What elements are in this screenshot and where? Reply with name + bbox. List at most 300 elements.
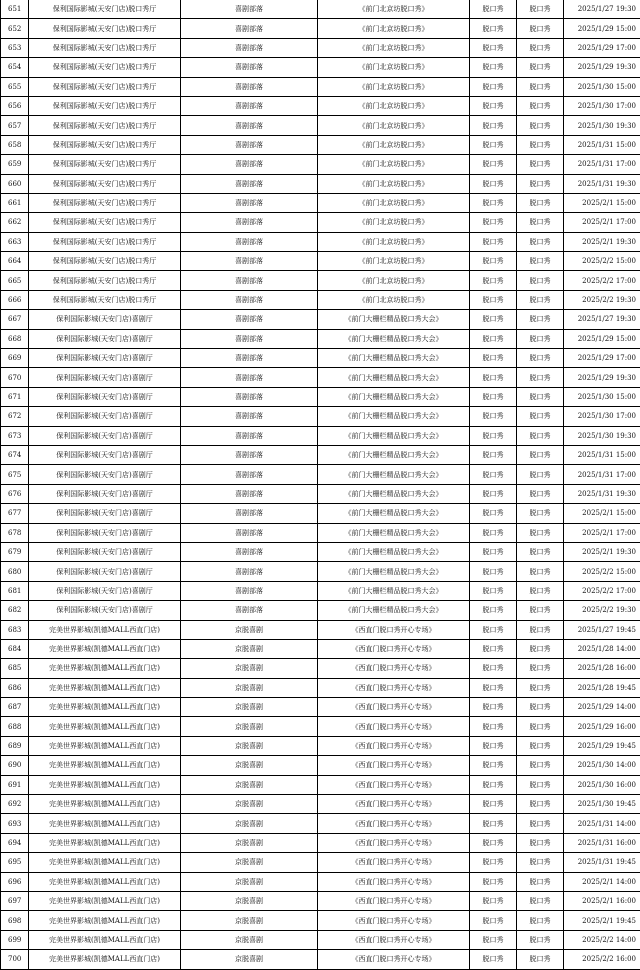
showtime-cell: 2025/2/2 15:00	[564, 562, 640, 581]
row-number: 652	[1, 19, 29, 38]
organizer-cell: 京脱喜剧	[181, 736, 318, 755]
row-number: 691	[1, 775, 29, 794]
show-title-cell: 《前门北京坊脱口秀》	[318, 271, 470, 290]
venue-cell: 保利国际影城(天安门店)脱口秀厅	[29, 135, 181, 154]
subcategory-cell: 脱口秀	[517, 950, 564, 969]
organizer-cell: 喜剧部落	[181, 349, 318, 368]
subcategory-cell: 脱口秀	[517, 542, 564, 561]
row-number: 690	[1, 756, 29, 775]
table-row	[1, 445, 640, 464]
organizer-cell: 京脱喜剧	[181, 775, 318, 794]
table-row	[1, 19, 640, 38]
table-row	[1, 950, 640, 969]
venue-cell: 完美世界影城(凯德MALL西直门店)	[29, 833, 181, 852]
showtime-cell: 2025/2/1 19:30	[564, 542, 640, 561]
show-title-cell: 《西直门脱口秀开心专场》	[318, 717, 470, 736]
showtime-cell: 2025/1/29 17:00	[564, 38, 640, 57]
show-title-cell: 《西直门脱口秀开心专场》	[318, 736, 470, 755]
row-number: 700	[1, 950, 29, 969]
showtime-cell: 2025/1/31 17:00	[564, 465, 640, 484]
organizer-cell: 喜剧部落	[181, 77, 318, 96]
table-row	[1, 542, 640, 561]
category-cell: 脱口秀	[470, 814, 517, 833]
show-title-cell: 《前门大栅栏精品脱口秀大会》	[318, 484, 470, 503]
organizer-cell: 喜剧部落	[181, 310, 318, 329]
subcategory-cell: 脱口秀	[517, 116, 564, 135]
venue-cell: 完美世界影城(凯德MALL西直门店)	[29, 736, 181, 755]
venue-cell: 保利国际影城(天安门店)喜剧厅	[29, 484, 181, 503]
show-title-cell: 《西直门脱口秀开心专场》	[318, 950, 470, 969]
row-number: 697	[1, 891, 29, 910]
showtime-cell: 2025/1/31 19:30	[564, 484, 640, 503]
showtime-cell: 2025/1/30 19:30	[564, 116, 640, 135]
showtime-cell: 2025/1/30 17:00	[564, 96, 640, 115]
showtime-cell: 2025/2/2 19:30	[564, 290, 640, 309]
row-number: 664	[1, 252, 29, 271]
venue-cell: 保利国际影城(天安门店)脱口秀厅	[29, 38, 181, 57]
showtime-cell: 2025/1/27 19:30	[564, 0, 640, 19]
show-title-cell: 《前门北京坊脱口秀》	[318, 290, 470, 309]
row-number: 678	[1, 523, 29, 542]
table-row	[1, 930, 640, 949]
organizer-cell: 喜剧部落	[181, 387, 318, 406]
subcategory-cell: 脱口秀	[517, 853, 564, 872]
table-row	[1, 232, 640, 251]
row-number: 668	[1, 329, 29, 348]
organizer-cell: 京脱喜剧	[181, 620, 318, 639]
showtime-cell: 2025/1/31 19:45	[564, 853, 640, 872]
subcategory-cell: 脱口秀	[517, 620, 564, 639]
subcategory-cell: 脱口秀	[517, 775, 564, 794]
table-row	[1, 174, 640, 193]
table-row	[1, 775, 640, 794]
table-row	[1, 717, 640, 736]
show-title-cell: 《西直门脱口秀开心专场》	[318, 620, 470, 639]
row-number: 670	[1, 368, 29, 387]
showtime-cell: 2025/2/2 14:00	[564, 930, 640, 949]
row-number: 654	[1, 58, 29, 77]
row-number: 688	[1, 717, 29, 736]
subcategory-cell: 脱口秀	[517, 349, 564, 368]
row-number: 692	[1, 795, 29, 814]
row-number: 666	[1, 290, 29, 309]
subcategory-cell: 脱口秀	[517, 833, 564, 852]
organizer-cell: 京脱喜剧	[181, 756, 318, 775]
table-row	[1, 252, 640, 271]
row-number: 698	[1, 911, 29, 930]
organizer-cell: 京脱喜剧	[181, 911, 318, 930]
subcategory-cell: 脱口秀	[517, 0, 564, 19]
showtime-cell: 2025/2/1 14:00	[564, 872, 640, 891]
table-row	[1, 116, 640, 135]
category-cell: 脱口秀	[470, 736, 517, 755]
category-cell: 脱口秀	[470, 504, 517, 523]
venue-cell: 完美世界影城(凯德MALL西直门店)	[29, 698, 181, 717]
subcategory-cell: 脱口秀	[517, 659, 564, 678]
subcategory-cell: 脱口秀	[517, 678, 564, 697]
venue-cell: 保利国际影城(天安门店)脱口秀厅	[29, 77, 181, 96]
category-cell: 脱口秀	[470, 523, 517, 542]
showtime-cell: 2025/2/1 17:00	[564, 523, 640, 542]
venue-cell: 保利国际影城(天安门店)脱口秀厅	[29, 271, 181, 290]
venue-cell: 完美世界影城(凯德MALL西直门店)	[29, 659, 181, 678]
showtime-cell: 2025/2/1 15:00	[564, 504, 640, 523]
organizer-cell: 喜剧部落	[181, 58, 318, 77]
show-title-cell: 《前门北京坊脱口秀》	[318, 213, 470, 232]
showtime-cell: 2025/1/30 19:45	[564, 795, 640, 814]
show-title-cell: 《西直门脱口秀开心专场》	[318, 911, 470, 930]
row-number: 653	[1, 38, 29, 57]
venue-cell: 保利国际影城(天安门店)脱口秀厅	[29, 116, 181, 135]
show-title-cell: 《西直门脱口秀开心专场》	[318, 833, 470, 852]
venue-cell: 保利国际影城(天安门店)喜剧厅	[29, 426, 181, 445]
category-cell: 脱口秀	[470, 77, 517, 96]
category-cell: 脱口秀	[470, 193, 517, 212]
row-number: 699	[1, 930, 29, 949]
organizer-cell: 京脱喜剧	[181, 717, 318, 736]
show-title-cell: 《前门大栅栏精品脱口秀大会》	[318, 581, 470, 600]
category-cell: 脱口秀	[470, 174, 517, 193]
venue-cell: 保利国际影城(天安门店)脱口秀厅	[29, 252, 181, 271]
venue-cell: 保利国际影城(天安门店)喜剧厅	[29, 523, 181, 542]
table-row	[1, 911, 640, 930]
row-number: 685	[1, 659, 29, 678]
row-number: 694	[1, 833, 29, 852]
organizer-cell: 喜剧部落	[181, 465, 318, 484]
venue-cell: 完美世界影城(凯德MALL西直门店)	[29, 911, 181, 930]
showtime-cell: 2025/1/29 15:00	[564, 329, 640, 348]
row-number: 687	[1, 698, 29, 717]
venue-cell: 完美世界影城(凯德MALL西直门店)	[29, 639, 181, 658]
subcategory-cell: 脱口秀	[517, 562, 564, 581]
category-cell: 脱口秀	[470, 329, 517, 348]
row-number: 662	[1, 213, 29, 232]
showtime-cell: 2025/1/28 19:45	[564, 678, 640, 697]
showtime-cell: 2025/1/31 19:30	[564, 174, 640, 193]
venue-cell: 保利国际影城(天安门店)脱口秀厅	[29, 96, 181, 115]
venue-cell: 完美世界影城(凯德MALL西直门店)	[29, 950, 181, 969]
subcategory-cell: 脱口秀	[517, 290, 564, 309]
category-cell: 脱口秀	[470, 387, 517, 406]
row-number: 693	[1, 814, 29, 833]
showtime-cell: 2025/1/31 15:00	[564, 135, 640, 154]
category-cell: 脱口秀	[470, 891, 517, 910]
row-number: 675	[1, 465, 29, 484]
showtime-cell: 2025/1/31 15:00	[564, 445, 640, 464]
category-cell: 脱口秀	[470, 911, 517, 930]
subcategory-cell: 脱口秀	[517, 930, 564, 949]
organizer-cell: 京脱喜剧	[181, 795, 318, 814]
showtime-cell: 2025/1/28 16:00	[564, 659, 640, 678]
organizer-cell: 京脱喜剧	[181, 930, 318, 949]
organizer-cell: 京脱喜剧	[181, 872, 318, 891]
category-cell: 脱口秀	[470, 620, 517, 639]
subcategory-cell: 脱口秀	[517, 213, 564, 232]
showtime-cell: 2025/1/29 17:00	[564, 349, 640, 368]
show-title-cell: 《前门大栅栏精品脱口秀大会》	[318, 329, 470, 348]
show-title-cell: 《西直门脱口秀开心专场》	[318, 678, 470, 697]
showtime-cell: 2025/1/30 14:00	[564, 756, 640, 775]
category-cell: 脱口秀	[470, 484, 517, 503]
showtime-cell: 2025/1/27 19:30	[564, 310, 640, 329]
show-title-cell: 《前门北京坊脱口秀》	[318, 155, 470, 174]
showtime-cell: 2025/2/1 19:45	[564, 911, 640, 930]
category-cell: 脱口秀	[470, 542, 517, 561]
venue-cell: 完美世界影城(凯德MALL西直门店)	[29, 891, 181, 910]
showtime-cell: 2025/1/29 19:45	[564, 736, 640, 755]
row-number: 671	[1, 387, 29, 406]
subcategory-cell: 脱口秀	[517, 96, 564, 115]
venue-cell: 完美世界影城(凯德MALL西直门店)	[29, 795, 181, 814]
venue-cell: 保利国际影城(天安门店)脱口秀厅	[29, 213, 181, 232]
category-cell: 脱口秀	[470, 698, 517, 717]
showtime-cell: 2025/2/2 16:00	[564, 950, 640, 969]
row-number: 659	[1, 155, 29, 174]
venue-cell: 保利国际影城(天安门店)脱口秀厅	[29, 155, 181, 174]
subcategory-cell: 脱口秀	[517, 310, 564, 329]
showtime-cell: 2025/2/2 15:00	[564, 252, 640, 271]
venue-cell: 保利国际影城(天安门店)喜剧厅	[29, 562, 181, 581]
showtime-cell: 2025/1/30 19:30	[564, 426, 640, 445]
showtime-cell: 2025/1/31 17:00	[564, 155, 640, 174]
category-cell: 脱口秀	[470, 135, 517, 154]
show-title-cell: 《前门北京坊脱口秀》	[318, 116, 470, 135]
table-row	[1, 387, 640, 406]
organizer-cell: 京脱喜剧	[181, 891, 318, 910]
organizer-cell: 喜剧部落	[181, 504, 318, 523]
showtime-cell: 2025/1/29 16:00	[564, 717, 640, 736]
venue-cell: 保利国际影城(天安门店)脱口秀厅	[29, 58, 181, 77]
table-row	[1, 581, 640, 600]
table-row	[1, 601, 640, 620]
show-title-cell: 《前门北京坊脱口秀》	[318, 96, 470, 115]
subcategory-cell: 脱口秀	[517, 387, 564, 406]
showtime-cell: 2025/1/30 15:00	[564, 387, 640, 406]
subcategory-cell: 脱口秀	[517, 795, 564, 814]
table-row	[1, 96, 640, 115]
organizer-cell: 喜剧部落	[181, 484, 318, 503]
organizer-cell: 喜剧部落	[181, 329, 318, 348]
show-title-cell: 《前门大栅栏精品脱口秀大会》	[318, 310, 470, 329]
venue-cell: 完美世界影城(凯德MALL西直门店)	[29, 717, 181, 736]
table-row	[1, 814, 640, 833]
subcategory-cell: 脱口秀	[517, 872, 564, 891]
category-cell: 脱口秀	[470, 252, 517, 271]
show-title-cell: 《前门大栅栏精品脱口秀大会》	[318, 523, 470, 542]
table-row	[1, 678, 640, 697]
organizer-cell: 喜剧部落	[181, 96, 318, 115]
category-cell: 脱口秀	[470, 96, 517, 115]
table-row	[1, 756, 640, 775]
organizer-cell: 京脱喜剧	[181, 698, 318, 717]
category-cell: 脱口秀	[470, 368, 517, 387]
show-title-cell: 《前门大栅栏精品脱口秀大会》	[318, 504, 470, 523]
organizer-cell: 喜剧部落	[181, 445, 318, 464]
row-number: 669	[1, 349, 29, 368]
row-number: 657	[1, 116, 29, 135]
table-row	[1, 290, 640, 309]
show-title-cell: 《前门北京坊脱口秀》	[318, 193, 470, 212]
row-number: 696	[1, 872, 29, 891]
venue-cell: 保利国际影城(天安门店)喜剧厅	[29, 368, 181, 387]
row-number: 674	[1, 445, 29, 464]
showtime-cell: 2025/1/29 15:00	[564, 19, 640, 38]
subcategory-cell: 脱口秀	[517, 368, 564, 387]
venue-cell: 保利国际影城(天安门店)脱口秀厅	[29, 174, 181, 193]
show-title-cell: 《前门大栅栏精品脱口秀大会》	[318, 368, 470, 387]
show-title-cell: 《西直门脱口秀开心专场》	[318, 930, 470, 949]
category-cell: 脱口秀	[470, 853, 517, 872]
organizer-cell: 喜剧部落	[181, 290, 318, 309]
table-row	[1, 504, 640, 523]
venue-cell: 完美世界影城(凯德MALL西直门店)	[29, 756, 181, 775]
table-row	[1, 349, 640, 368]
show-title-cell: 《西直门脱口秀开心专场》	[318, 639, 470, 658]
venue-cell: 保利国际影城(天安门店)喜剧厅	[29, 504, 181, 523]
category-cell: 脱口秀	[470, 213, 517, 232]
showtime-cell: 2025/2/1 17:00	[564, 213, 640, 232]
showtime-cell: 2025/1/31 16:00	[564, 833, 640, 852]
organizer-cell: 京脱喜剧	[181, 950, 318, 969]
row-number: 663	[1, 232, 29, 251]
organizer-cell: 京脱喜剧	[181, 853, 318, 872]
showtime-cell: 2025/1/29 19:30	[564, 58, 640, 77]
subcategory-cell: 脱口秀	[517, 155, 564, 174]
organizer-cell: 京脱喜剧	[181, 639, 318, 658]
venue-cell: 保利国际影城(天安门店)喜剧厅	[29, 601, 181, 620]
organizer-cell: 京脱喜剧	[181, 659, 318, 678]
venue-cell: 保利国际影城(天安门店)脱口秀厅	[29, 232, 181, 251]
show-title-cell: 《西直门脱口秀开心专场》	[318, 775, 470, 794]
subcategory-cell: 脱口秀	[517, 698, 564, 717]
subcategory-cell: 脱口秀	[517, 77, 564, 96]
table-row	[1, 795, 640, 814]
category-cell: 脱口秀	[470, 756, 517, 775]
showtime-cell: 2025/1/30 16:00	[564, 775, 640, 794]
category-cell: 脱口秀	[470, 349, 517, 368]
category-cell: 脱口秀	[470, 639, 517, 658]
category-cell: 脱口秀	[470, 310, 517, 329]
category-cell: 脱口秀	[470, 930, 517, 949]
show-title-cell: 《前门大栅栏精品脱口秀大会》	[318, 407, 470, 426]
row-number: 682	[1, 601, 29, 620]
category-cell: 脱口秀	[470, 116, 517, 135]
table-row	[1, 891, 640, 910]
showtime-cell: 2025/1/30 15:00	[564, 77, 640, 96]
table-row	[1, 426, 640, 445]
show-title-cell: 《前门大栅栏精品脱口秀大会》	[318, 445, 470, 464]
category-cell: 脱口秀	[470, 601, 517, 620]
show-title-cell: 《西直门脱口秀开心专场》	[318, 891, 470, 910]
table-row	[1, 310, 640, 329]
show-title-cell: 《前门北京坊脱口秀》	[318, 174, 470, 193]
row-number: 665	[1, 271, 29, 290]
category-cell: 脱口秀	[470, 950, 517, 969]
row-number: 681	[1, 581, 29, 600]
show-title-cell: 《前门北京坊脱口秀》	[318, 19, 470, 38]
venue-cell: 保利国际影城(天安门店)喜剧厅	[29, 310, 181, 329]
table-row	[1, 853, 640, 872]
table-row	[1, 58, 640, 77]
category-cell: 脱口秀	[470, 38, 517, 57]
organizer-cell: 京脱喜剧	[181, 814, 318, 833]
subcategory-cell: 脱口秀	[517, 174, 564, 193]
row-number: 684	[1, 639, 29, 658]
table-row	[1, 271, 640, 290]
organizer-cell: 喜剧部落	[181, 523, 318, 542]
table-row	[1, 155, 640, 174]
organizer-cell: 喜剧部落	[181, 368, 318, 387]
row-number: 655	[1, 77, 29, 96]
row-number: 679	[1, 542, 29, 561]
table-row	[1, 213, 640, 232]
showtime-cell: 2025/2/2 17:00	[564, 581, 640, 600]
venue-cell: 完美世界影城(凯德MALL西直门店)	[29, 930, 181, 949]
table-row	[1, 193, 640, 212]
organizer-cell: 喜剧部落	[181, 193, 318, 212]
venue-cell: 完美世界影城(凯德MALL西直门店)	[29, 853, 181, 872]
table-row	[1, 0, 640, 19]
showtime-cell: 2025/1/29 19:30	[564, 368, 640, 387]
show-title-cell: 《前门北京坊脱口秀》	[318, 232, 470, 251]
venue-cell: 保利国际影城(天安门店)喜剧厅	[29, 329, 181, 348]
table-row	[1, 484, 640, 503]
organizer-cell: 喜剧部落	[181, 155, 318, 174]
category-cell: 脱口秀	[470, 19, 517, 38]
category-cell: 脱口秀	[470, 0, 517, 19]
category-cell: 脱口秀	[470, 717, 517, 736]
showtime-cell: 2025/1/30 17:00	[564, 407, 640, 426]
row-number: 658	[1, 135, 29, 154]
venue-cell: 完美世界影城(凯德MALL西直门店)	[29, 814, 181, 833]
organizer-cell: 喜剧部落	[181, 407, 318, 426]
subcategory-cell: 脱口秀	[517, 271, 564, 290]
row-number: 686	[1, 678, 29, 697]
show-title-cell: 《前门大栅栏精品脱口秀大会》	[318, 465, 470, 484]
subcategory-cell: 脱口秀	[517, 484, 564, 503]
show-title-cell: 《西直门脱口秀开心专场》	[318, 756, 470, 775]
showtime-cell: 2025/2/1 19:30	[564, 232, 640, 251]
show-title-cell: 《前门大栅栏精品脱口秀大会》	[318, 542, 470, 561]
subcategory-cell: 脱口秀	[517, 232, 564, 251]
subcategory-cell: 脱口秀	[517, 639, 564, 658]
organizer-cell: 喜剧部落	[181, 252, 318, 271]
category-cell: 脱口秀	[470, 290, 517, 309]
subcategory-cell: 脱口秀	[517, 504, 564, 523]
subcategory-cell: 脱口秀	[517, 756, 564, 775]
showtime-cell: 2025/1/27 19:45	[564, 620, 640, 639]
table-row	[1, 620, 640, 639]
table-row	[1, 77, 640, 96]
show-title-cell: 《前门大栅栏精品脱口秀大会》	[318, 426, 470, 445]
venue-cell: 保利国际影城(天安门店)喜剧厅	[29, 387, 181, 406]
venue-cell: 保利国际影城(天安门店)喜剧厅	[29, 542, 181, 561]
schedule-rows	[1, 0, 640, 969]
table-row	[1, 135, 640, 154]
show-title-cell: 《前门大栅栏精品脱口秀大会》	[318, 601, 470, 620]
category-cell: 脱口秀	[470, 659, 517, 678]
venue-cell: 保利国际影城(天安门店)脱口秀厅	[29, 193, 181, 212]
row-number: 677	[1, 504, 29, 523]
category-cell: 脱口秀	[470, 872, 517, 891]
table-row	[1, 38, 640, 57]
table-row	[1, 407, 640, 426]
venue-cell: 保利国际影城(天安门店)喜剧厅	[29, 581, 181, 600]
organizer-cell: 喜剧部落	[181, 232, 318, 251]
subcategory-cell: 脱口秀	[517, 911, 564, 930]
showtime-cell: 2025/2/1 15:00	[564, 193, 640, 212]
category-cell: 脱口秀	[470, 445, 517, 464]
